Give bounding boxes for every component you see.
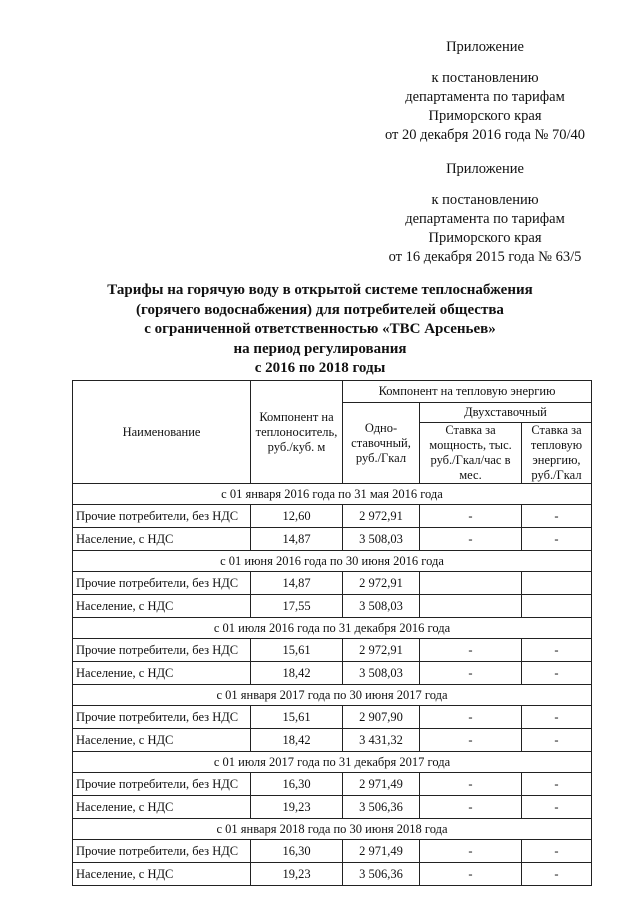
single-rate-tariff: 3 508,03: [343, 662, 420, 685]
table-row: [73, 729, 592, 752]
period-row: [73, 618, 592, 639]
single-rate-tariff: 2 972,91: [343, 639, 420, 662]
energy-rate: -: [522, 773, 592, 796]
energy-rate: -: [522, 796, 592, 819]
single-rate-tariff: 3 431,32: [343, 729, 420, 752]
energy-rate: -: [522, 528, 592, 551]
consumer-name: Прочие потребители, без НДС: [73, 639, 251, 662]
period-label: с 01 июля 2016 года по 31 декабря 2016 года: [73, 618, 592, 639]
table-row: [73, 840, 592, 863]
table-row: [73, 595, 592, 618]
capacity-rate: [420, 595, 522, 618]
carrier-tariff: 18,42: [251, 729, 343, 752]
table-row: [73, 572, 592, 595]
capacity-rate: -: [420, 796, 522, 819]
annex-line: Приморского края: [428, 108, 542, 124]
carrier-tariff: 15,61: [251, 639, 343, 662]
capacity-rate: -: [420, 706, 522, 729]
annex-line: от 16 декабря 2015 года № 63/5: [388, 249, 582, 265]
consumer-name: Население, с НДС: [73, 863, 251, 886]
capacity-rate: -: [420, 662, 522, 685]
capacity-rate: -: [420, 639, 522, 662]
header-energy-rate: Ставка за тепловую энергию, руб./Гкал: [522, 423, 592, 484]
header-capacity-rate: Ставка за мощность, тыс. руб./Гкал/час в мес.: [420, 423, 522, 484]
capacity-rate: -: [420, 505, 522, 528]
annex-original: [370, 160, 600, 267]
energy-rate: -: [522, 639, 592, 662]
period-row: [73, 685, 592, 706]
carrier-tariff: 16,30: [251, 840, 343, 863]
period-row: [73, 819, 592, 840]
consumer-name: Прочие потребители, без НДС: [73, 773, 251, 796]
single-rate-tariff: 3 508,03: [343, 595, 420, 618]
header-single-rate: Одно-ставочный, руб./Гкал: [343, 403, 420, 484]
table-row: [73, 528, 592, 551]
carrier-tariff: 14,87: [251, 572, 343, 595]
energy-rate: -: [522, 863, 592, 886]
carrier-tariff: 19,23: [251, 796, 343, 819]
consumer-name: Прочие потребители, без НДС: [73, 840, 251, 863]
energy-rate: -: [522, 505, 592, 528]
single-rate-tariff: 2 971,49: [343, 840, 420, 863]
annex-line: департамента по тарифам: [405, 211, 565, 227]
consumer-name: Прочие потребители, без НДС: [73, 572, 251, 595]
capacity-rate: -: [420, 840, 522, 863]
period-row: [73, 551, 592, 572]
consumer-name: Население, с НДС: [73, 796, 251, 819]
table-row: [73, 662, 592, 685]
tariff-table: [72, 380, 592, 886]
annex-current: [370, 38, 600, 145]
single-rate-tariff: 3 508,03: [343, 528, 420, 551]
annex-line: от 20 декабря 2016 года № 70/40: [384, 127, 586, 143]
annex-heading: Приложение: [446, 39, 524, 55]
energy-rate: -: [522, 662, 592, 685]
document-title: [60, 281, 580, 379]
title-line: на период регулирования: [233, 340, 407, 357]
table-body: [73, 484, 592, 886]
period-label: с 01 июля 2017 года по 31 декабря 2017 года: [73, 752, 592, 773]
period-label: с 01 января 2017 года по 30 июня 2017 года: [73, 685, 592, 706]
consumer-name: Население, с НДС: [73, 595, 251, 618]
table-row: [73, 706, 592, 729]
energy-rate: -: [522, 729, 592, 752]
annex-line: к постановлению: [431, 70, 539, 86]
capacity-rate: -: [420, 773, 522, 796]
header-carrier: Компонент на теплоноситель, руб./куб. м: [251, 381, 343, 484]
period-label: с 01 января 2016 года по 31 мая 2016 года: [73, 484, 592, 505]
capacity-rate: [420, 572, 522, 595]
annex-line: к постановлению: [431, 192, 539, 208]
consumer-name: Население, с НДС: [73, 662, 251, 685]
table-row: [73, 796, 592, 819]
period-label: с 01 января 2018 года по 30 июня 2018 года: [73, 819, 592, 840]
carrier-tariff: 16,30: [251, 773, 343, 796]
carrier-tariff: 15,61: [251, 706, 343, 729]
energy-rate: -: [522, 840, 592, 863]
capacity-rate: -: [420, 729, 522, 752]
consumer-name: Население, с НДС: [73, 528, 251, 551]
period-row: [73, 484, 592, 505]
period-row: [73, 752, 592, 773]
consumer-name: Население, с НДС: [73, 729, 251, 752]
title-line: (горячего водоснабжения) для потребителей общества: [136, 301, 504, 318]
header-two-part: Двухставочный: [420, 403, 592, 423]
single-rate-tariff: 2 972,91: [343, 505, 420, 528]
consumer-name: Прочие потребители, без НДС: [73, 706, 251, 729]
carrier-tariff: 12,60: [251, 505, 343, 528]
capacity-rate: -: [420, 528, 522, 551]
title-line: с 2016 по 2018 годы: [254, 360, 386, 376]
consumer-name: Прочие потребители, без НДС: [73, 505, 251, 528]
single-rate-tariff: 3 506,36: [343, 796, 420, 819]
title-line: Тарифы на горячую воду в открытой системе теплоснабжения: [107, 282, 533, 298]
carrier-tariff: 14,87: [251, 528, 343, 551]
single-rate-tariff: 3 506,36: [343, 863, 420, 886]
title-line: с ограниченной ответственностью «ТВС Арсеньев»: [144, 321, 496, 337]
annex-line: Приморского края: [428, 230, 542, 246]
single-rate-tariff: 2 971,49: [343, 773, 420, 796]
carrier-tariff: 17,55: [251, 595, 343, 618]
energy-rate: [522, 595, 592, 618]
header-heat: Компонент на тепловую энергию: [343, 381, 592, 403]
annex-line: департамента по тарифам: [405, 89, 565, 105]
carrier-tariff: 18,42: [251, 662, 343, 685]
carrier-tariff: 19,23: [251, 863, 343, 886]
table-row: [73, 639, 592, 662]
single-rate-tariff: 2 972,91: [343, 572, 420, 595]
period-label: с 01 июня 2016 года по 30 июня 2016 года: [73, 551, 592, 572]
table-row: [73, 773, 592, 796]
single-rate-tariff: 2 907,90: [343, 706, 420, 729]
energy-rate: [522, 572, 592, 595]
energy-rate: -: [522, 706, 592, 729]
table-row: [73, 505, 592, 528]
capacity-rate: -: [420, 863, 522, 886]
header-name: Наименование: [73, 381, 251, 484]
table-row: [73, 863, 592, 886]
annex-heading: Приложение: [446, 161, 524, 177]
